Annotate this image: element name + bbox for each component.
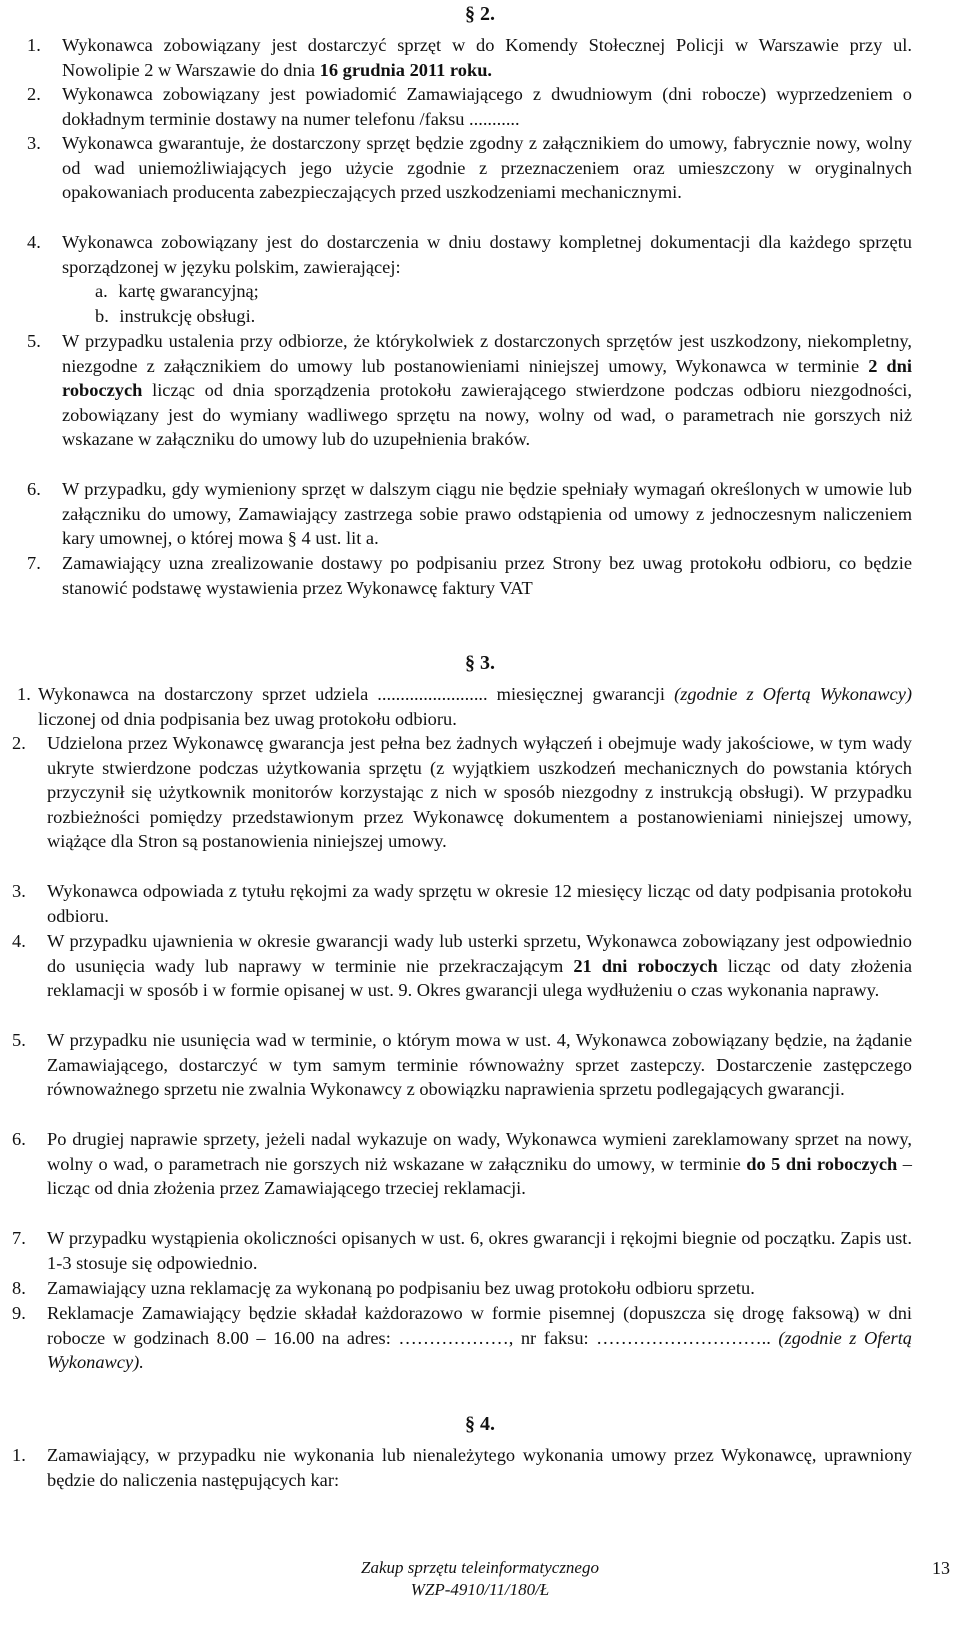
item-text: Wykonawca zobowiązany jest dostarczyć sprzęt w do Komendy Stołecznej Policji w Warszawie przy ul. Nowolipie 2 w Warszawie do dnia 16 grudnia 2011 roku. bbox=[62, 35, 912, 80]
item-text: Wykonawca zobowiązany jest do dostarczenia w dniu dostawy kompletnej dokumentacji dla każdego sprzętu sporządzonej w języku polskim, zawierającej: bbox=[62, 232, 912, 277]
section-2-heading: § 2. bbox=[465, 3, 495, 25]
item-number: 1. bbox=[17, 684, 31, 704]
item-text: Udzielona przez Wykonawcę gwarancja jest pełna bez żadnych wyłączeń i obejmuje wady jakościowe, w tym wady ukryte stwierdzone podczas użytkowania sprzętu (z wyjątkiem uszkodzeń mechanicznych do powstania których przyczynił się użytkownik monitorów korzystając z nich w sposób niezgodny z instrukcją obsługi). W przypadku rozbieżności pomiędzy przedstawionym przez Wykonawcę dokumentem a postanowieniami niniejszej umowy, wiążące dla Stron są postanowienia niniejszej umowy. bbox=[47, 733, 912, 852]
item-text: Wykonawca zobowiązany jest powiadomić Zamawiającego z dwudniowym (dni robocze) wyprzedzeniem o dokładnym terminie dostawy na numer telefonu /faksu ........... bbox=[62, 84, 912, 129]
subitem-text: kartę gwarancyjną; bbox=[118, 281, 259, 301]
item-text: Zamawiający uzna reklamację za wykonaną po podpisaniu bez uwag protokołu odbioru sprzetu. bbox=[47, 1278, 755, 1298]
item-number: 4. bbox=[12, 931, 26, 951]
item-number: 1. bbox=[12, 1445, 26, 1465]
page-number: 13 bbox=[932, 1558, 950, 1578]
item-text: Zamawiający uzna zrealizowanie dostawy po podpisaniu przez Strony bez uwag protokołu odbioru, co będzie stanowić podstawę wystawienia przez Wykonawcę faktury VAT bbox=[62, 553, 912, 598]
item-number: 2. bbox=[12, 733, 26, 753]
item-number: 6. bbox=[27, 479, 41, 499]
item-number: 7. bbox=[12, 1228, 26, 1248]
item-number: 7. bbox=[27, 553, 41, 573]
item-number: 8. bbox=[12, 1278, 26, 1298]
item-text: Reklamacje Zamawiający będzie składał każdorazowo w formie pisemnej (dopuszcza się drogę faksową) w dni robocze w godzinach 8.00 – 16.00 na adres: ………………, nr faksu: ……………………….. (zgodnie z Ofertą Wykonawcy). bbox=[47, 1303, 912, 1373]
item-number: 2. bbox=[27, 84, 41, 104]
item-number: 1. bbox=[27, 35, 41, 55]
subitem-label: b. bbox=[95, 306, 109, 326]
item-number: 3. bbox=[12, 881, 26, 901]
item-text bbox=[38, 682, 912, 731]
item-text: W przypadku wystąpienia okoliczności opisanych w ust. 6, okres gwarancji i rękojmi biegnie od początku. Zapis ust. 1-3 stosuje się odpowiednio. bbox=[47, 1228, 912, 1273]
section-4-heading: § 4. bbox=[465, 1413, 495, 1435]
item-number: 9. bbox=[12, 1303, 26, 1323]
sec2-subitem-b bbox=[95, 304, 255, 329]
subitem-text: instrukcję obsługi. bbox=[119, 306, 256, 326]
item-text-body: Wykonawca na dostarczony sprzet udziela ........................ miesięcznej gwarancji (zgodnie z Ofertą Wykonawcy) liczonej od dnia podpisania bez uwag protokołu odbioru. bbox=[38, 684, 912, 729]
item-text: Po drugiej naprawie sprzety, jeżeli nadal wykazuje on wady, Wykonawca wymieni zareklamowany sprzet na nowy, wolny o wad, o parametrach nie gorszych niż wskazane w załączniku do umowy, w terminie do 5 dni roboczych – licząc od dnia złożenia przez Zamawiającego trzeciej reklamacji. bbox=[47, 1129, 912, 1199]
item-text: Wykonawca odpowiada z tytułu rękojmi za wady sprzętu w okresie 12 miesięcy licząc od daty podpisania protokołu odbioru. bbox=[47, 881, 912, 926]
item-number: 6. bbox=[12, 1129, 26, 1149]
item-number: 3. bbox=[27, 133, 41, 153]
item-number: 4. bbox=[27, 232, 41, 252]
item-text: W przypadku, gdy wymieniony sprzęt w dalszym ciągu nie będzie spełniały wymagań określonych w umowie lub załączniku do umowy, Zamawiający zastrzega sobie prawo odstąpienia od umowy z jednoczesnym naliczeniem kary umownej, o której mowa § 4 ust. lit a. bbox=[62, 479, 912, 549]
item-number: 5. bbox=[27, 331, 41, 351]
section-3-heading: § 3. bbox=[465, 652, 495, 674]
footer-title: Zakup sprzętu teleinformatycznego bbox=[361, 1558, 599, 1577]
sec2-subitem-a bbox=[95, 279, 259, 304]
subitem-label: a. bbox=[95, 281, 108, 301]
item-text: W przypadku ustalenia przy odbiorze, że którykolwiek z dostarczonych sprzętów jest uszkodzony, niekompletny, niezgodne z załącznikiem do umowy lub postanowieniami niniejszej umowy, Wykonawca w terminie 2 dni roboczych licząc od dnia sporządzenia protokołu zawierającego stwierdzone podczas odbioru niezgodności, zobowiązany jest do wymiany wadliwego sprzętu na nowy, wolny od wad, o parametrach nie gorszych niż wskazane w załączniku do umowy lub do uzupełnienia braków. bbox=[62, 331, 913, 450]
item-text: W przypadku ujawnienia w okresie gwarancji wady lub usterki sprzetu, Wykonawca zobowiązany jest odpowiednio do usunięcia wady lub naprawy w terminie nie przekraczającym 21 dni roboczych licząc od daty złożenia reklamacji w sposób i w formie opisanej w ust. 9. Okres gwarancji ulega wydłużeniu o czas wykonania naprawy. bbox=[47, 931, 912, 1001]
item-text: Zamawiający, w przypadku nie wykonania lub nienależytego wykonania umowy przez Wykonawcę, uprawniony będzie do naliczenia następujących kar: bbox=[47, 1445, 912, 1490]
item-text: Wykonawca gwarantuje, że dostarczony sprzęt będzie zgodny z załącznikiem do umowy, fabrycznie nowy, wolny od wad uniemożliwiających jego użycie zgodnie z przeznaczeniem oraz umieszczony w oryginalnych opakowaniach producenta zabezpieczających przed uszkodzeniami mechanicznymi. bbox=[62, 133, 912, 203]
item-text: W przypadku nie usunięcia wad w terminie, o którym mowa w ust. 4, Wykonawca zobowiązany będzie, na żądanie Zamawiającego, dostarczyć w tym samym terminie równoważny sprzet zastepczy. Dostarczenie zastępczego równoważnego sprzetu nie zwalnia Wykonawcy z obowiązku naprawienia sprzetu podlegających gwarancji. bbox=[47, 1030, 912, 1100]
footer-reference: WZP-4910/11/180/Ł bbox=[410, 1580, 550, 1599]
item-number: 5. bbox=[12, 1030, 26, 1050]
